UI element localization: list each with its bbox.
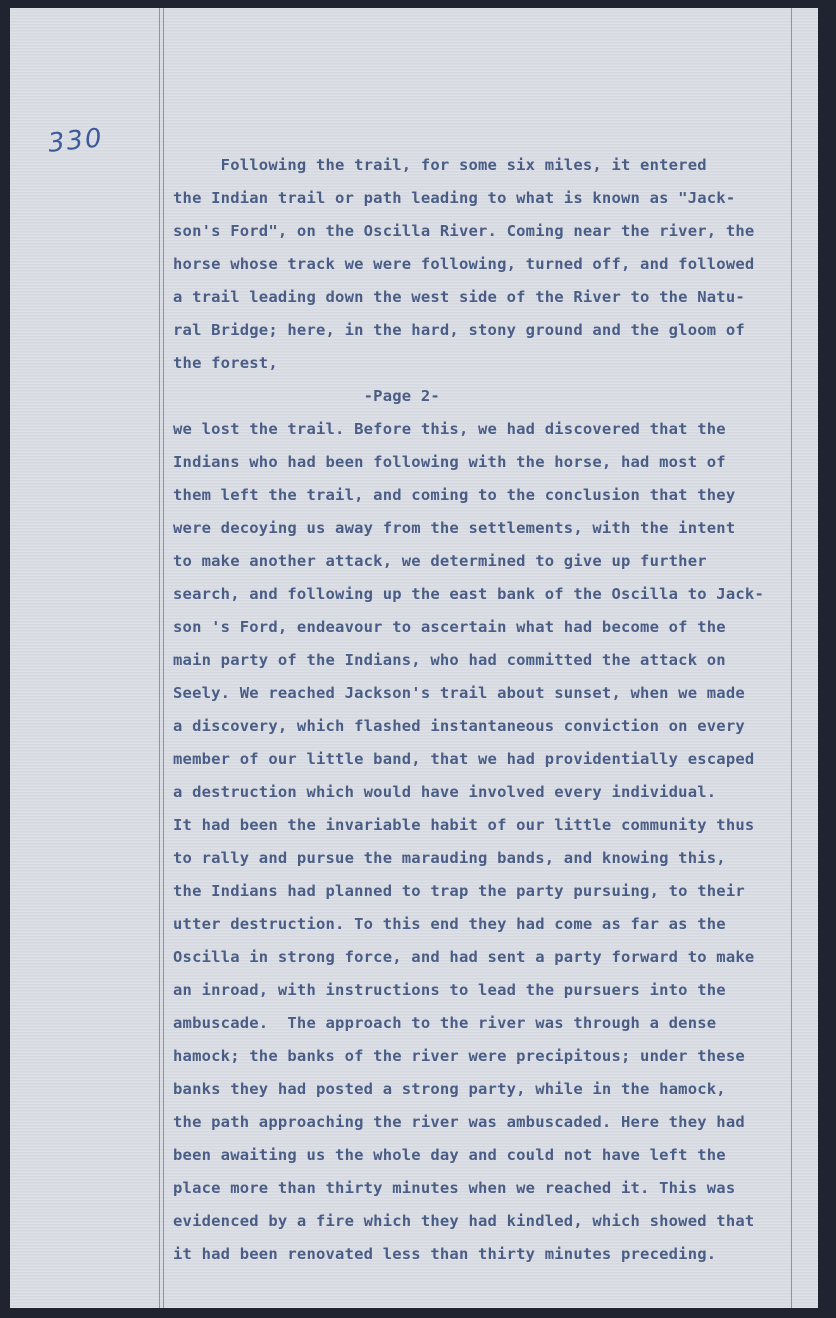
text-line: the Indians had planned to trap the party pursuing, to their [173, 882, 745, 900]
text-line: evidenced by a fire which they had kindled, which showed that [173, 1212, 755, 1230]
text-line: the forest, [173, 354, 278, 372]
folio-number: 330 [46, 123, 106, 159]
text-line: ral Bridge; here, in the hard, stony ground and the gloom of [173, 321, 745, 339]
text-line: the path approaching the river was ambuscaded. Here they had [173, 1113, 745, 1131]
text-line: utter destruction. To this end they had come as far as the [173, 915, 726, 933]
text-line: them left the trail, and coming to the conclusion that they [173, 486, 736, 504]
text-line: the Indian trail or path leading to what is known as "Jack- [173, 189, 736, 207]
page-number-heading: -Page 2- [173, 387, 440, 405]
text-line: son's Ford", on the Oscilla River. Coming near the river, the [173, 222, 755, 240]
text-line: were decoying us away from the settlements, with the intent [173, 519, 736, 537]
text-line: place more than thirty minutes when we reached it. This was [173, 1179, 736, 1197]
text-line: a trail leading down the west side of the River to the Natu- [173, 288, 745, 306]
text-line: son 's Ford, endeavour to ascertain what had become of the [173, 618, 726, 636]
text-line: to rally and pursue the marauding bands, and knowing this, [173, 849, 726, 867]
text-line: banks they had posted a strong party, while in the hamock, [173, 1080, 726, 1098]
typescript-page [10, 8, 818, 1308]
text-line: It had been the invariable habit of our little community thus [173, 816, 755, 834]
text-line: Following the trail, for some six miles, it entered [173, 156, 707, 174]
text-line: Oscilla in strong force, and had sent a party forward to make [173, 948, 755, 966]
text-line: ambuscade. The approach to the river was through a dense [173, 1014, 717, 1032]
text-line: we lost the trail. Before this, we had discovered that the [173, 420, 726, 438]
text-line: it had been renovated less than thirty minutes preceding. [173, 1245, 717, 1263]
text-line: to make another attack, we determined to give up further [173, 552, 707, 570]
text-line: been awaiting us the whole day and could not have left the [173, 1146, 726, 1164]
text-line: search, and following up the east bank of the Oscilla to Jack- [173, 585, 764, 603]
text-line: a destruction which would have involved every individual. [173, 783, 717, 801]
text-line: Indians who had been following with the horse, had most of [173, 453, 726, 471]
text-line: Seely. We reached Jackson's trail about sunset, when we made [173, 684, 745, 702]
text-line: member of our little band, that we had providentially escaped [173, 750, 755, 768]
text-line: a discovery, which flashed instantaneous conviction on every [173, 717, 745, 735]
text-line: an inroad, with instructions to lead the pursuers into the [173, 981, 726, 999]
text-line: horse whose track we were following, turned off, and followed [173, 255, 755, 273]
text-line: main party of the Indians, who had committed the attack on [173, 651, 726, 669]
typed-text-body [10, 8, 818, 1308]
text-line: hamock; the banks of the river were precipitous; under these [173, 1047, 745, 1065]
